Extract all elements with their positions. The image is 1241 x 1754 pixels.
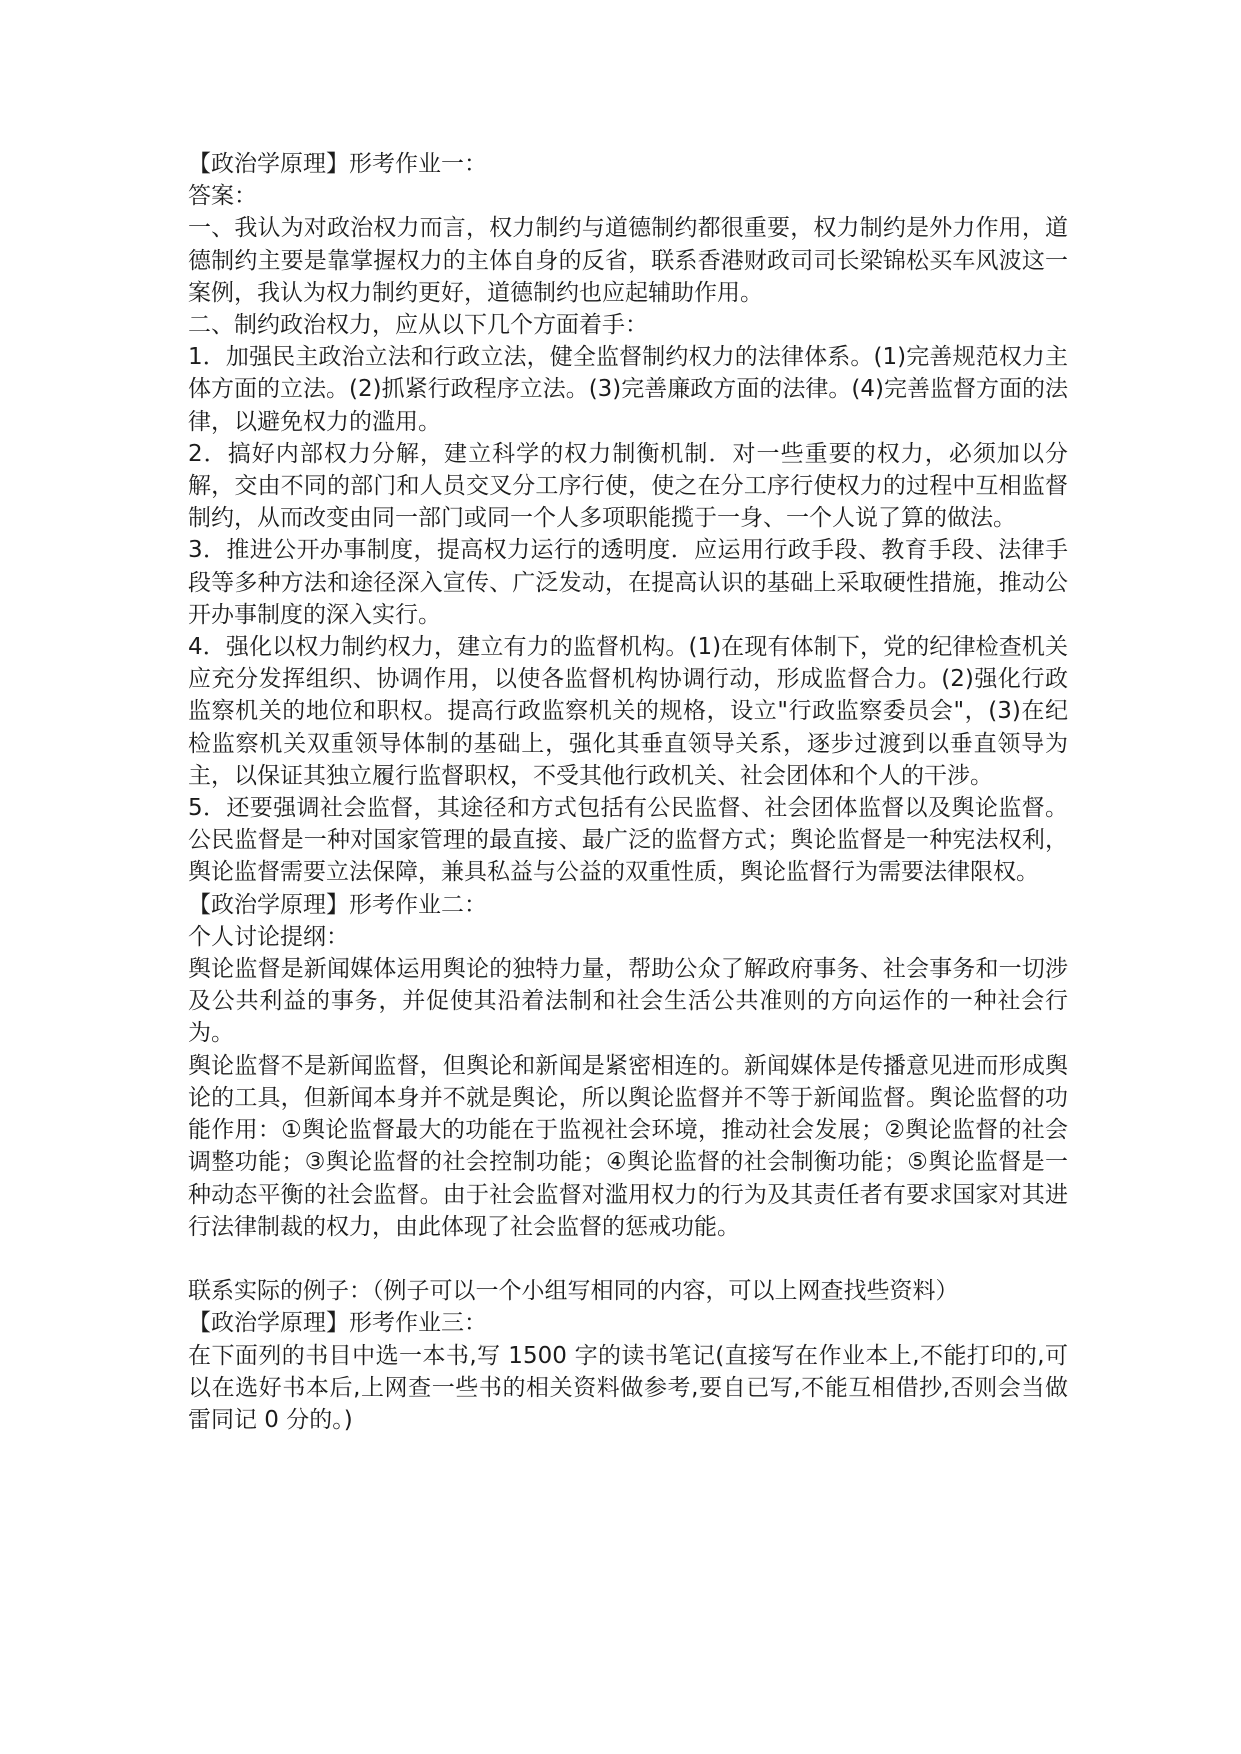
answer-item-4: 4．强化以权力制约权力，建立有力的监督机构。(1)在现有体制下，党的纪律检查机关应充分发挥组织、协调作用，以使各监督机构协调行动，形成监督合力。(2)强化行政监察机关的地位和职权。提高行政监察机关的规格，设立"行政监察委员会"，(3)在纪检监察机关双重领导体制的基础上，强化其垂直领导关系，逐步过渡到以垂直领导为主，以保证其独立履行监督职权，不受其他行政机关、社会团体和个人的干涉。 (188, 634, 1068, 789)
answer-item-5: 5．还要强调社会监督，其途径和方式包括有公民监督、社会团体监督以及舆论监督。公民监督是一种对国家管理的最直接、最广泛的监督方式；舆论监督是一种宪法权利，舆论监督需要立法保障，兼具私益与公益的双重性质，舆论监督行为需要法律限权。 (188, 795, 1068, 886)
discussion-outline-label: 个人讨论提纲： (188, 923, 349, 950)
practical-example-note: 联系实际的例子：（例子可以一个小组写相同的内容，可以上网查找些资料） (188, 1278, 959, 1305)
discussion-paragraph-1: 舆论监督是新闻媒体运用舆论的独特力量，帮助公众了解政府事务、社会事务和一切涉及公共利益的事务，并促使其沿着法制和社会生活公共准则的方向运作的一种社会行为。 (188, 956, 1068, 1047)
discussion-paragraph-2: 舆论监督不是新闻监督，但舆论和新闻是紧密相连的。新闻媒体是传播意见进而形成舆论的工具，但新闻本身并不就是舆论，所以舆论监督并不等于新闻监督。舆论监督的功能作用：①舆论监督最大的功能在于监视社会环境，推动社会发展；②舆论监督的社会调整功能；③舆论监督的社会控制功能；④舆论监督的社会制衡功能；⑤舆论监督是一种动态平衡的社会监督。由于社会监督对滥用权力的行为及其责任者有要求国家对其进行法律制裁的权力，由此体现了社会监督的惩戒功能。 (188, 1052, 1068, 1240)
assignment-1-heading: 【政治学原理】形考作业一： (188, 151, 487, 177)
assignment-2-heading: 【政治学原理】形考作业二： (188, 891, 487, 918)
answer-part-1: 一、我认为对政治权力而言，权力制约与道德制约都很重要，权力制约是外力作用，道德制约主要是靠掌握权力的主体自身的反省，联系香港财政司司长梁锦松买车风波这一案例，我认为权力制约更好，道德制约也应起辅助作用。 (188, 215, 1068, 306)
blank-line (188, 1243, 1068, 1275)
answer-part-2-heading: 二、制约政治权力，应从以下几个方面着手： (188, 312, 648, 339)
answer-item-2: 2．搞好内部权力分解，建立科学的权力制衡机制．对一些重要的权力，必须加以分解，交由不同的部门和人员交叉分工序行使，使之在分工序行使权力的过程中互相监督制约，从而改变由同一部门或同一个人多项职能揽于一身、一个人说了算的做法。 (188, 440, 1068, 532)
answer-item-1: 1．加强民主政治立法和行政立法，健全监督制约权力的法律体系。(1)完善规范权力主体方面的立法。(2)抓紧行政程序立法。(3)完善廉政方面的法律。(4)完善监督方面的法律，以避免权力的滥用。 (188, 344, 1068, 435)
assignment-3-heading: 【政治学原理】形考作业三： (188, 1310, 487, 1337)
assignment-3-instructions: 在下面列的书目中选一本书,写 1500 字的读书笔记(直接写在作业本上,不能打印的,可以在选好书本后,上网查一些书的相关资料做参考,要自已写,不能互相借抄,否则会当做雷同记 0 分的。) (188, 1342, 1068, 1433)
answer-label: 答案： (188, 183, 257, 210)
answer-item-3: 3．推进公开办事制度，提高权力运行的透明度．应运用行政手段、教育手段、法律手段等多种方法和途径深入宣传、广泛发动，在提高认识的基础上采取硬性措施，推动公开办事制度的深入实行。 (188, 537, 1068, 628)
document-body (188, 148, 1068, 1436)
